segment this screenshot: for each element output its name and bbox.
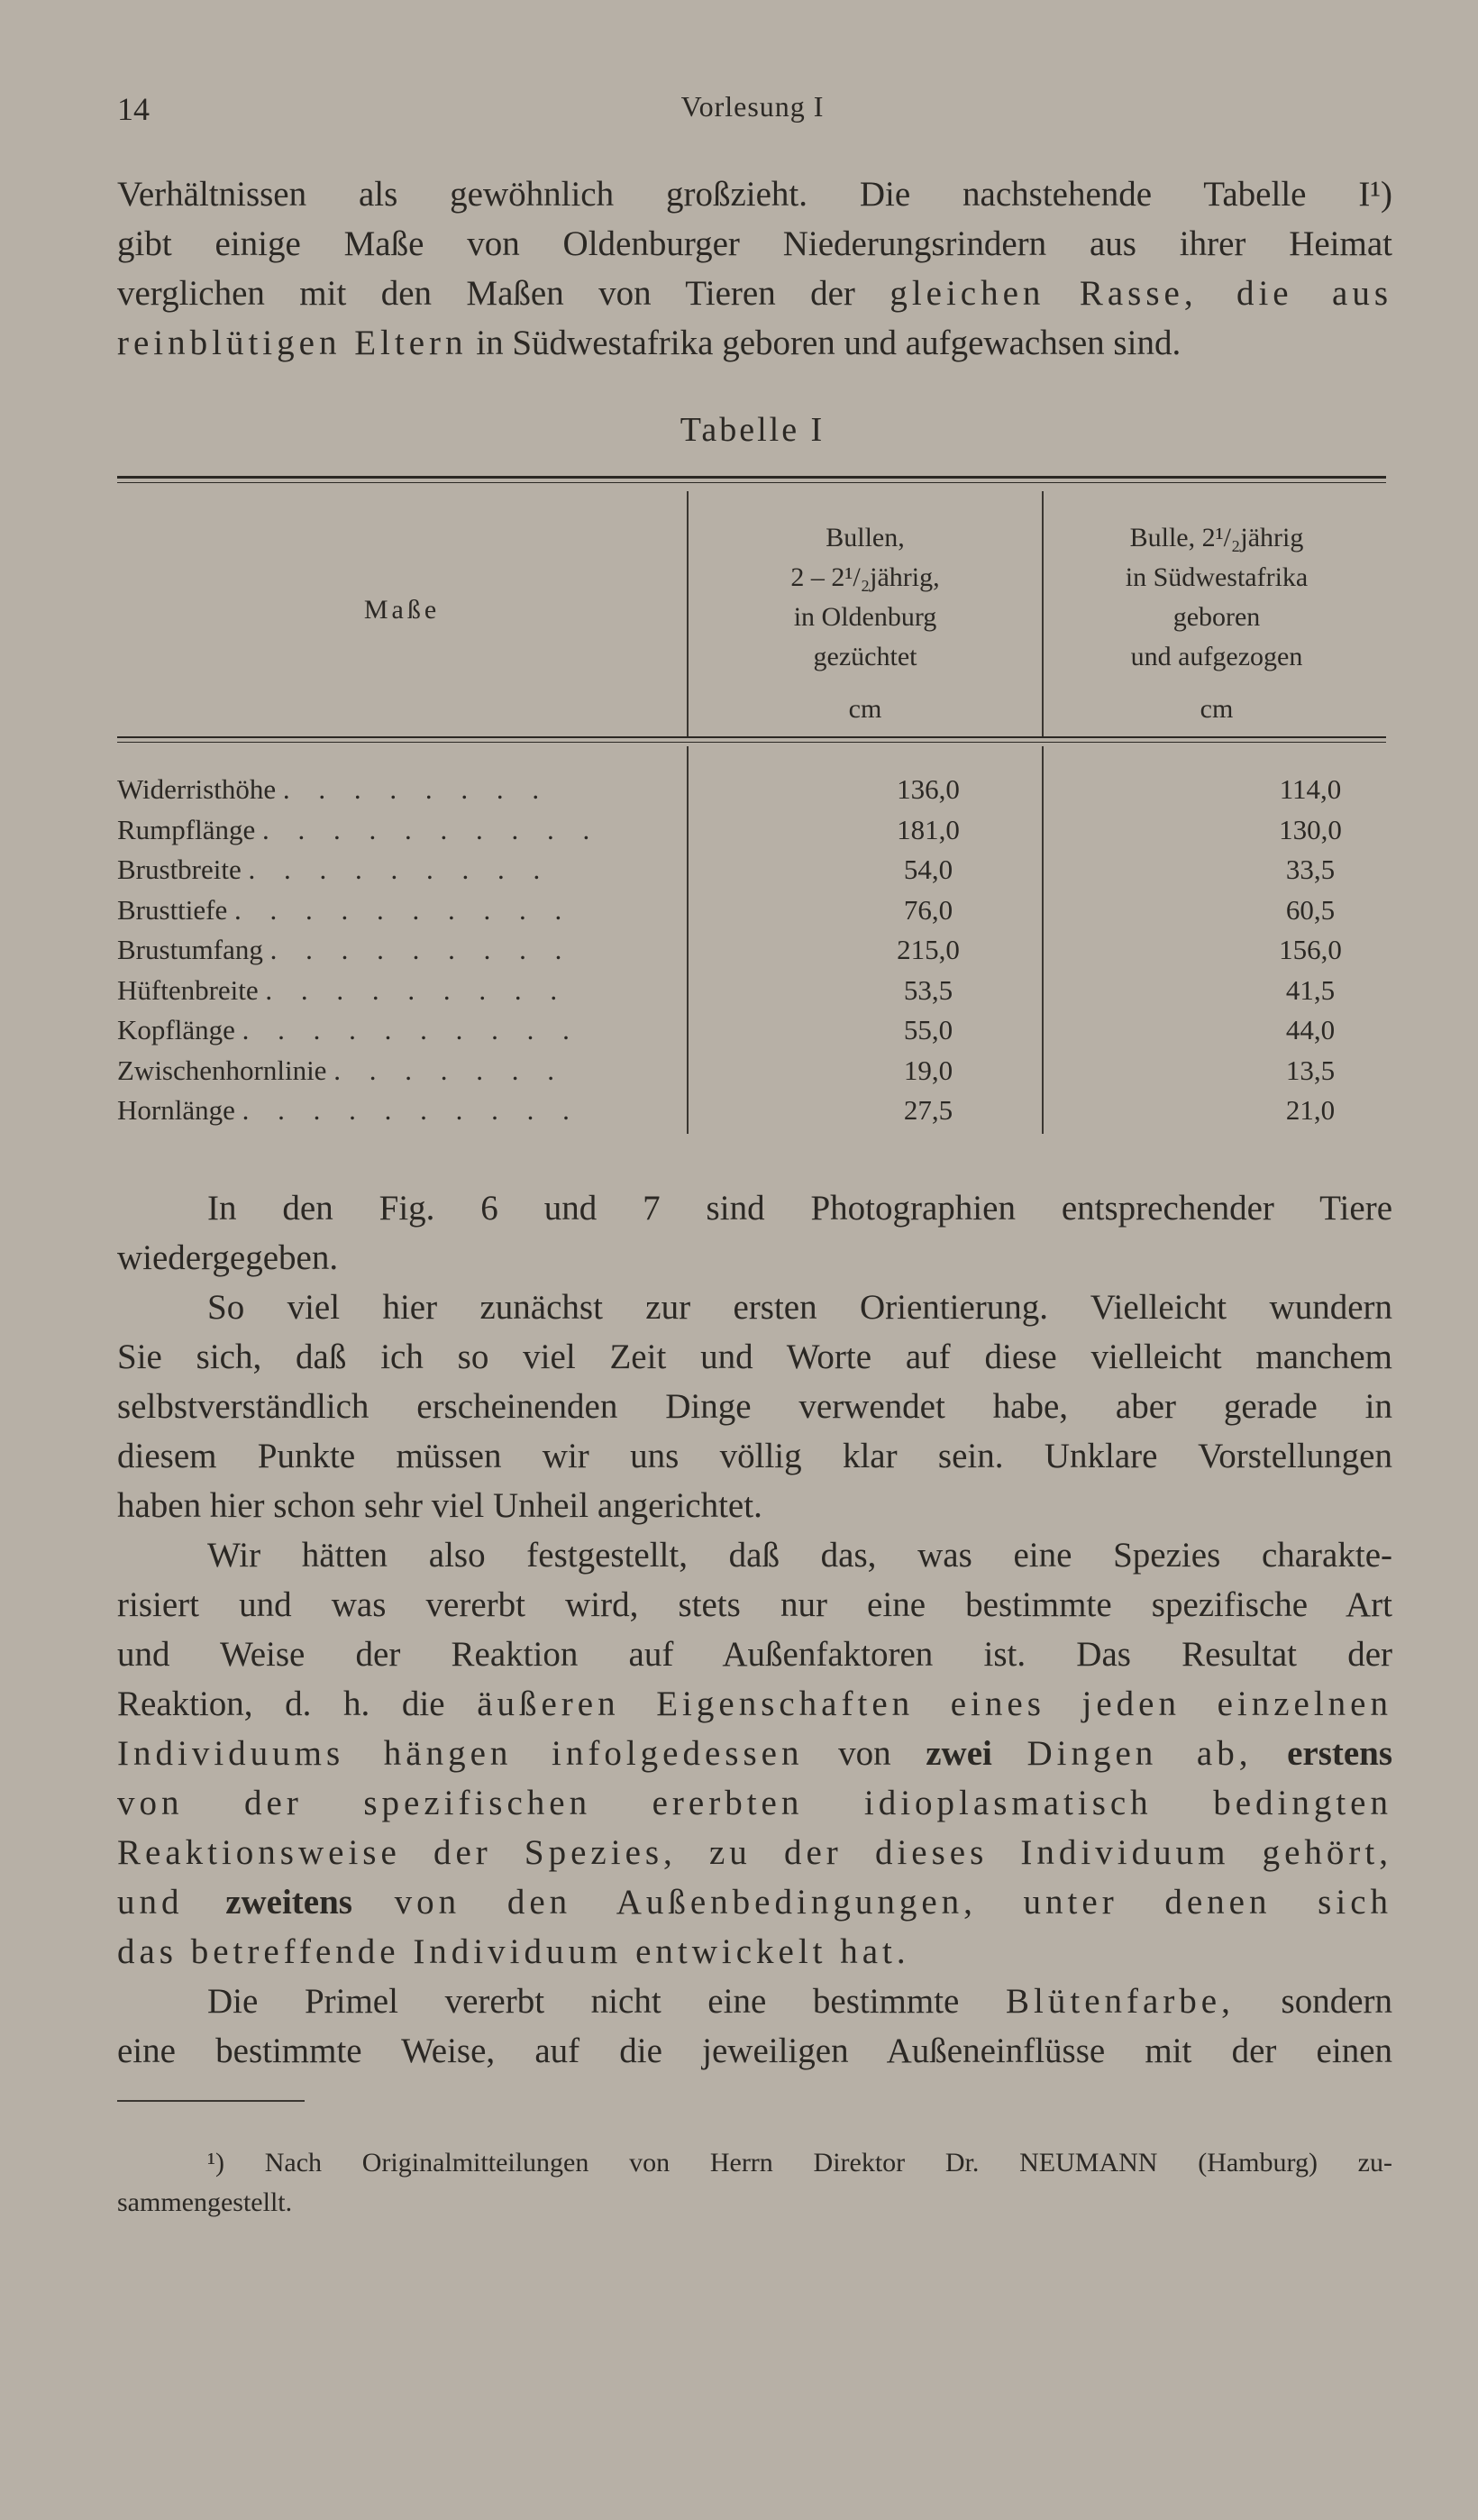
table-row: Brustbreite . . . . . . . . . 54,0 33,5 (117, 854, 1336, 885)
text-line: das betreffende Individuum entwickelt hat. (117, 1932, 910, 1971)
spaced-text: Individuums hängen infolgedessen (117, 1734, 804, 1773)
page-header (117, 90, 1388, 135)
table-row: Zwischenhornlinie . . . . . . . 19,0 13,5 (117, 1055, 1336, 1086)
unit-label: cm (1200, 694, 1234, 724)
running-title: Vorlesung I (680, 90, 825, 123)
table-row: Brustumfang . . . . . . . . . 215,0 156,0 (117, 934, 1342, 965)
text-line: In den Fig. 6 und 7 sind Photographien entsprechender Tiere (207, 1189, 1392, 1228)
text-line: So viel hier zunächst zur ersten Orientierung. Vielleicht wundern (207, 1288, 1392, 1327)
text-line: selbstverständlich erscheinenden Dinge verwendet habe, aber gerade in (117, 1387, 1392, 1426)
table-header-rule-thin (117, 742, 1386, 743)
text-line: und Weise der Reaktion auf Außenfaktoren ist. Das Resultat der (117, 1635, 1392, 1674)
text-line: risiert und was vererbt wird, stets nur eine bestimmte spezifische Art (117, 1585, 1392, 1624)
spaced-text: reinblütigen Eltern (117, 324, 468, 362)
bold-text: zwei (926, 1734, 992, 1773)
table-row: Hornlänge . . . . . . . . . . 27,5 21,0 (117, 1094, 1336, 1126)
text-line: Individuums hängen infolgedessen von zwei Dingen ab, erstens (117, 1734, 1393, 1773)
text-line: verglichen mit den Maßen von Tieren der gleichen Rasse, die aus (117, 274, 1393, 313)
spaced-text: gleichen (890, 274, 1045, 313)
footnote-line: ¹) Nach Originalmitteilungen von Herrn Direktor Dr. NEUMANN (Hamburg) zu- (207, 2148, 1392, 2178)
spaced-text: Blütenfarbe, (1006, 1982, 1235, 2021)
bold-text: zweitens (225, 1883, 352, 1922)
spaced-text: äußeren Eigenschaften eines jeden einzelnen (477, 1685, 1392, 1723)
table-row: Brusttiefe . . . . . . . . . . 76,0 60,5 (117, 894, 1336, 926)
spaced-text: Rasse, die aus (1079, 274, 1393, 313)
intro-paragraph (117, 169, 1392, 368)
table-row: Kopflänge . . . . . . . . . . 55,0 44,0 (117, 1014, 1336, 1045)
table-header-rule (117, 736, 1386, 738)
table-top-rule-thin (117, 482, 1386, 483)
body-text (117, 1183, 1392, 2076)
table-caption: Tabelle I (680, 411, 826, 449)
text-line: Sie sich, daß ich so viel Zeit und Worte auf diese vielleicht manchem (117, 1338, 1392, 1376)
text-line: von der spezifischen ererbten idioplasmatisch bedingten (117, 1784, 1392, 1822)
text-line: Die Primel vererbt nicht eine bestimmte Blütenfarbe, sondern (207, 1982, 1393, 2021)
column-header-oldenburg: Bullen, 2 – 2¹/₂jährig, in Oldenburg gezüchtet cm (689, 518, 1042, 729)
text-line: eine bestimmte Weise, auf die jeweiligen Außeneinflüsse mit der einen (117, 2032, 1392, 2070)
table-top-rule (117, 476, 1386, 479)
text-line: haben hier schon sehr viel Unheil angerichtet. (117, 1486, 762, 1525)
text-line: Reaktionsweise der Spezies, zu der dieses Individuum gehört, (117, 1833, 1392, 1872)
unit-label: cm (848, 694, 882, 724)
text-line: wiedergegeben. (117, 1238, 339, 1277)
table-row: Rumpflänge . . . . . . . . . . 181,0 130,0 (117, 814, 1342, 845)
page-number: 14 (117, 91, 150, 127)
author-name: NEUMANN (1019, 2148, 1158, 2178)
column-header-suedwestafrika: Bulle, 2¹/₂jährig in Südwestafrika geboren und aufgezogen cm (1044, 518, 1390, 729)
text-line: diesem Punkte müssen wir uns völlig klar sein. Unklare Vorstellungen (117, 1437, 1392, 1475)
text-line: Verhältnissen als gewöhnlich großzieht. Die nachstehende Tabelle I¹) (117, 175, 1392, 214)
column-header-masse: Maße (363, 595, 441, 625)
text-line: gibt einige Maße von Oldenburger Niederungsrindern aus ihrer Heimat (117, 224, 1392, 263)
text-line: Reaktion, d. h. die äußeren Eigenschaften eines jeden einzelnen (117, 1685, 1392, 1723)
text-line: reinblütigen Eltern in Südwestafrika geboren und aufgewachsen sind. (117, 324, 1181, 362)
table-row: Hüftenbreite . . . . . . . . . 53,5 41,5 (117, 974, 1336, 1006)
footnote (117, 2143, 1392, 2223)
footnote-line: sammengestellt. (117, 2187, 293, 2217)
table-row: Widerristhöhe . . . . . . . . 136,0 114,0 (117, 773, 1342, 805)
text-line: Wir hätten also festgestellt, daß das, was eine Spezies charakte- (207, 1536, 1392, 1575)
bold-text: erstens (1287, 1734, 1393, 1773)
text-line: und zweitens von den Außenbedingungen, unter denen sich (117, 1883, 1393, 1922)
footnote-rule (117, 2100, 305, 2102)
